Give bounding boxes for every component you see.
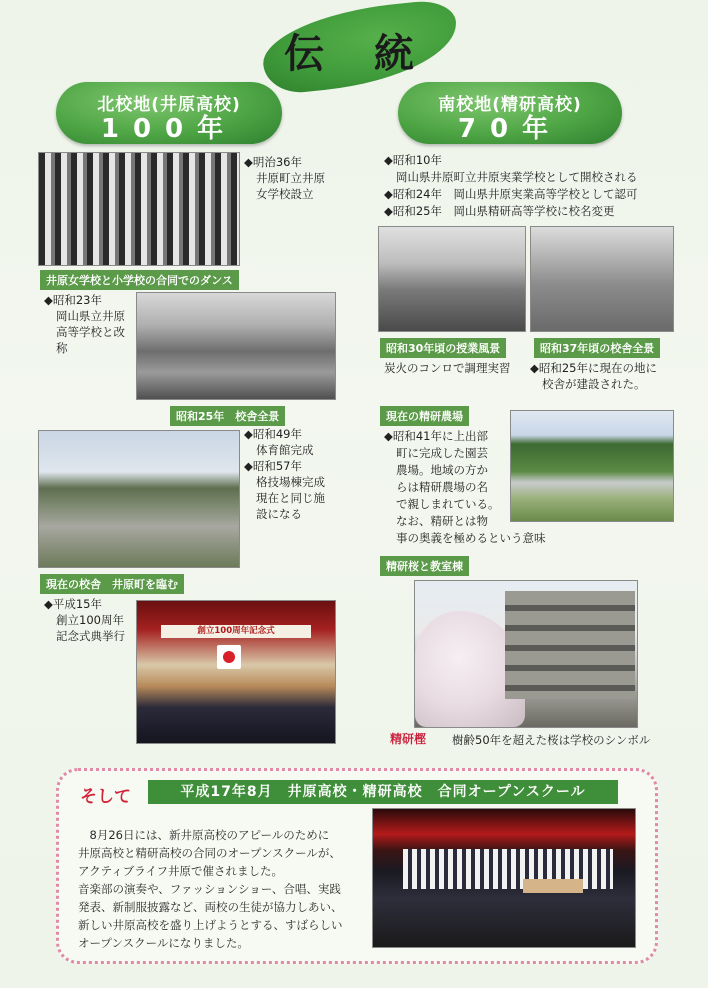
north-note-showa49-57: ◆昭和49年 体育館完成 ◆昭和57年 格技場棟完成 現在と同じ施 設になる: [244, 427, 325, 521]
caption-campus-showa37: 昭和37年頃の校舎全景: [534, 338, 660, 358]
photo-campus-showa37: [530, 226, 674, 332]
photo-ceremony: [136, 600, 336, 744]
seiken-stamp: 精研樫: [390, 732, 427, 746]
south-note-farm: ◆昭和41年に上出部 町に完成した園芸 農場。地域の方か らは精研農場の名 で親しまれている。 なお、精研とは物 事の奥義を極めるという意味: [384, 429, 546, 545]
south-note-cherry: 樹齢50年を超えた桜は学校のシンボル: [452, 733, 651, 747]
caption-campus-showa25: 昭和25年 校舎全景: [170, 406, 285, 426]
photo-class-showa30: [378, 226, 526, 332]
south-campus-years: 70年: [457, 114, 563, 144]
south-note-showa25: ◆昭和25年に現在の地に 校舎が建設された。: [530, 361, 657, 391]
page-title: 伝 統: [284, 30, 432, 77]
south-history: ◆昭和10年 岡山県井原町立井原実業学校として開校される ◆昭和24年 岡山県井原実業高等学校として認可 ◆昭和25年 岡山県精研高等学校に校名変更: [384, 153, 638, 218]
photo-current-school: [38, 430, 240, 568]
caption-class-showa30: 昭和30年頃の授業風景: [380, 338, 506, 358]
caption-farm: 現在の精研農場: [380, 406, 469, 426]
stage-sign: 創立100周年記念式: [161, 625, 311, 638]
photo-cherry-building: [414, 580, 638, 728]
north-campus-heading: [56, 82, 282, 144]
north-note-meiji: ◆明治36年 井原町立井原 女学校設立: [244, 155, 325, 201]
caption-dance: 井原女学校と小学校の合同でのダンス: [40, 270, 239, 290]
stage-floor: [523, 879, 583, 893]
open-school-banner: 平成17年8月 井原高校・精研高校 合同オープンスクール: [148, 780, 618, 804]
flag-icon: [217, 645, 241, 669]
photo-dance: [38, 152, 240, 266]
north-note-showa23: ◆昭和23年 岡山県立井原 高等学校と改 称: [44, 293, 125, 355]
photo-open-school: [372, 808, 636, 948]
north-note-heisei15: ◆平成15年 創立100周年 記念式典挙行: [44, 597, 125, 643]
photo-farm: [510, 410, 674, 522]
classroom-building: [505, 591, 635, 699]
south-campus-name: 南校地(精研高校): [438, 95, 582, 115]
north-campus-years: 100年: [100, 114, 238, 144]
lead-word: そして: [80, 787, 131, 807]
photo-campus-showa25: [136, 292, 336, 400]
caption-cherry: 精研桜と教室棟: [380, 556, 469, 576]
open-school-description: 8月26日には、新井原高校のアピールのために 井原高校と精研高校の合同のオープンスクールが、 アクティブライフ井原で催されました。 音楽部の演奏や、ファッションショー、合唱、実践 発表、新制服披露など、両校の生徒が協力しあい、 新しい井原高校を盛り上げようとする、すばらしい オープンスクールになりました。: [78, 828, 343, 950]
north-campus-name: 北校地(井原高校): [97, 95, 241, 115]
south-note-cooking: 炭火のコンロで調理実習: [384, 361, 511, 375]
caption-current-school: 現在の校舎 井原町を臨む: [40, 574, 184, 594]
south-campus-heading: [398, 82, 622, 144]
